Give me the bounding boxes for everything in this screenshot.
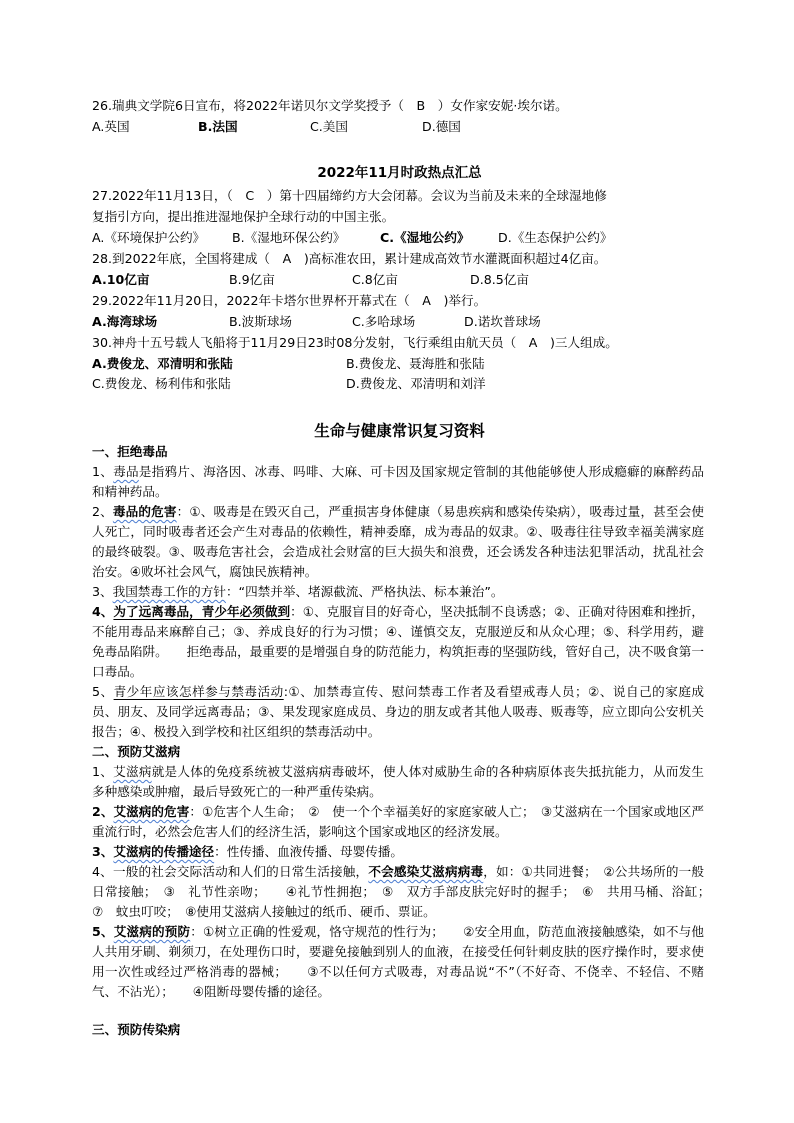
q27-option-d: D.《生态保护公约》 [498, 230, 613, 245]
section-2-text-1: 就是人体的免疫系统被艾滋病病毒破坏，使人体对威胁生命的各种病原体丧失抵抗能力，从而发生多种感染或肿瘤，最后导致死亡的一种严重传染病。 [92, 764, 705, 799]
q26-option-a: A.英国 [92, 119, 130, 134]
section-2-term-5: 艾滋病的预防 [113, 924, 191, 939]
section-1-text-1: 是指鸦片、海洛因、冰毒、吗啡、大麻、可卡因及国家规定管制的其他能够使人形成瘾癖的麻醉药品和精神药品。 [92, 464, 705, 499]
q26-question: 26.瑞典文学院6日宣布，将2022年诺贝尔文学奖授予（ B ）女作家安妮·埃尔诺。 [92, 98, 568, 113]
section-1-term-3: 我国禁毒工作的方针 [112, 584, 226, 599]
q28-question: 28.到2022年底，全国将建成（ A )高标准农田，累计建成高效节水灌溉面积超过4亿亩。 [92, 251, 607, 266]
q30-option-a: A.费俊龙、邓清明和张陆 [92, 356, 233, 371]
q27-line-1: 27.2022年11月13日，（ C ）第十四届缔约方大会闭幕。会议为当前及未来的全球湿地修 [92, 188, 607, 203]
q27-line-2: 复指引方向，提出推进湿地保护全球行动的中国主张。 [92, 209, 395, 224]
section-1-text-5: :①、加禁毒宣传、慰问禁毒工作者及看望戒毒人员；②、说自己的家庭成员、朋友、及同学远离毒品；③、果发现家庭成员、身边的朋友或者其他人吸毒、贩毒等，应立即向公安机关报告；④、极投入到学校和社区组织的禁毒活动中。 [92, 684, 705, 739]
section-2-text-5: ：①树立正确的性爱观，恪守规范的性行为； ②安全用血，防范血液接触感染，如不与他人共用牙刷、剃须刀，在处理伤口时，要避免接触到别人的血液，在接受任何针刺皮肤的医疗操作时，要求使用一次性或经过严格消毒的器械； ③不以任何方式吸毒，对毒品说“不”（不好奇、不侥幸、不轻信、不赌气、不沾光）； ④阻断母婴传播的途径。 [92, 924, 705, 999]
section-2-paragraph-5: 5、艾滋病的预防：①树立正确的性爱观，恪守规范的性行为； ②安全用血，防范血液接触感染，如不与他人共用牙刷、剃须刀，在处理伤口时，要避免接触到别人的血液，在接受任何针刺皮肤的医疗操作时，要求使用一次性或经过严格消毒的器械； ③不以任何方式吸毒，对毒品说“不”（不好奇、不侥幸、不轻信、不赌气、不沾光）； ④阻断母婴传播的途径。 [92, 924, 705, 999]
section-1-text-4: ：①、克服盲目的好奇心，坚决抵制不良诱惑；②、正确对待困难和挫折，不能用毒品来麻醉自己；③、养成良好的行为习惯；④、谨慎交友，克服逆反和从众心理；⑤、科学用药，避免毒品陷阱。 拒绝毒品，最重要的是增强自身的防范能力，构筑拒毒的坚强防线，管好自己，决不吸食第一口毒品。 [92, 604, 704, 679]
q29-option-a: A.海湾球场 [92, 314, 158, 329]
section-1-heading: 一、拒绝毒品 [92, 444, 168, 459]
section-2-paragraph-2: 2、艾滋病的危害：①危害个人生命； ② 使一个个幸福美好的家庭家破人亡； ③艾滋病在一个国家或地区严重流行时，必然会危害人们的经济生活，影响这个国家或地区的经济发展。 [92, 804, 704, 839]
politics-title: 2022年11月时政热点汇总 [317, 165, 482, 181]
section-2-term-4: 不会感染艾滋病病毒 [368, 864, 484, 879]
section-2-term-2: 艾滋病的危害 [113, 804, 190, 819]
section-2-text-4a: 4、一般的社会交际活动和人们的日常生活接触， [92, 864, 369, 879]
section-2-term-1: 艾滋病 [113, 764, 152, 779]
q28-option-a: A.10亿亩 [92, 272, 150, 287]
section-2-term-3: 艾滋病的传播途径 [113, 844, 215, 859]
section-2-text-4: ，如：①共同进餐； ②公共场所的一般日常接触； ③ 礼节性亲吻； ④礼节性拥抱； ⑤ 双方手部皮肤完好时的握手； ⑥ 共用马桶、浴缸； ⑦ 蚊虫叮咬； ⑧使用艾滋病人接触过的纸币、硬币、票证。 [92, 864, 717, 919]
section-2-heading: 二、预防艾滋病 [92, 744, 181, 759]
section-2-paragraph-1: 1、艾滋病就是人体的免疫系统被艾滋病病毒破坏，使人体对威胁生命的各种病原体丧失抵抗能力，从而发生多种感染或肿瘤，最后导致死亡的一种严重传染病。 [92, 764, 705, 799]
q30-option-b: B.费俊龙、聂海胜和张陆 [346, 356, 485, 371]
section-2-text-2: ：①危害个人生命； ② 使一个个幸福美好的家庭家破人亡； ③艾滋病在一个国家或地区严重流行时，必然会危害人们的经济生活，影响这个国家或地区的经济发展。 [92, 804, 704, 839]
section-1-paragraph-4: 4、为了远离毒品，青少年必须做到：①、克服盲目的好奇心，坚决抵制不良诱惑；②、正确对待困难和挫折，不能用毒品来麻醉自己；③、养成良好的行为习惯；④、谨慎交友，克服逆反和从众心理；⑤、科学用药，避免毒品陷阱。 拒绝毒品，最重要的是增强自身的防范能力，构筑拒毒的坚强防线，管好自己，决不吸食第一口毒品。 [92, 604, 704, 679]
section-2-paragraph-4 [92, 862, 717, 922]
q26-option-d: D.德国 [422, 119, 461, 134]
q29-option-b: B.波斯球场 [229, 314, 293, 329]
q27-option-b: B.《湿地环保公约》 [232, 230, 346, 245]
q30-question: 30.神舟十五号载人飞船将于11月29日23时08分发射，飞行乘组由航天员（ A )三人组成。 [92, 335, 618, 350]
section-1-text-2: ：①、吸毒是在毁灭自己，严重损害身体健康（易患疾病和感染传染病），吸毒过量，甚至会使人死亡，同时吸毒者还会产生对毒品的依赖性，精神委靡，成为毒品的奴隶。②、吸毒往往导致幸福美满家庭的最终破裂。③、吸毒危害社会，会造成社会财富的巨大损失和浪费，还会诱发各种违法犯罪活动，扰乱社会治安。④败坏社会风气，腐蚀民族精神。 [92, 504, 705, 579]
q29-option-c: C.多哈球场 [352, 314, 416, 329]
q30-option-d: D.费俊龙、邓清明和刘洋 [346, 376, 486, 391]
q26-option-b: B.法国 [198, 119, 238, 134]
health-title: 生命与健康常识复习资料 [314, 422, 485, 440]
section-2-paragraph-3: 3、艾滋病的传播途径：性传播、血液传播、母婴传播。 [92, 844, 404, 859]
section-3-heading: 三、预防传染病 [92, 1022, 181, 1037]
q26-option-c: C.美国 [310, 119, 348, 134]
section-1-paragraph-5: 5、青少年应该怎样参与禁毒活动:①、加禁毒宣传、慰问禁毒工作者及看望戒毒人员；②、说自己的家庭成员、朋友、及同学远离毒品；③、果发现家庭成员、身边的朋友或者其他人吸毒、贩毒等，应立即向公安机关报告；④、极投入到学校和社区组织的禁毒活动中。 [92, 684, 705, 739]
section-1-term-5: 青少年应该怎样参与禁毒活动 [113, 684, 284, 699]
q28-option-d: D.8.5亿亩 [470, 272, 529, 287]
q27-option-c: C.《湿地公约》 [380, 230, 470, 245]
section-1-text-3: ：“四禁并举、堵源截流、严格执法、标本兼治”。 [225, 584, 504, 599]
section-1-term-1: 毒品 [113, 464, 139, 479]
q27-option-a: A.《环境保护公约》 [92, 230, 206, 245]
q29-question: 29.2022年11月20日，2022年卡塔尔世界杯开幕式在（ A )举行。 [92, 293, 487, 308]
q28-option-b: B.9亿亩 [229, 272, 275, 287]
q28-option-c: C.8亿亩 [352, 272, 398, 287]
q30-option-c: C.费俊龙、杨利伟和张陆 [92, 376, 231, 391]
section-1-term-4: 为了远离毒品，青少年必须做到 [113, 604, 291, 619]
section-2-text-3: ：性传播、血液传播、母婴传播。 [214, 844, 404, 859]
section-1-paragraph-2: 2、毒品的危害：①、吸毒是在毁灭自己，严重损害身体健康（易患疾病和感染传染病），吸毒过量，甚至会使人死亡，同时吸毒者还会产生对毒品的依赖性，精神委靡，成为毒品的奴隶。②、吸毒往往导致幸福美满家庭的最终破裂。③、吸毒危害社会，会造成社会财富的巨大损失和浪费，还会诱发各种违法犯罪活动，扰乱社会治安。④败坏社会风气，腐蚀民族精神。 [92, 504, 705, 579]
section-1-paragraph-3: 3、我国禁毒工作的方针：“四禁并举、堵源截流、严格执法、标本兼治”。 [92, 584, 504, 599]
section-1-term-2: 毒品的危害 [112, 504, 177, 519]
q29-option-d: D.诺坎普球场 [464, 314, 541, 329]
section-1-paragraph-1: 1、毒品是指鸦片、海洛因、冰毒、吗啡、大麻、可卡因及国家规定管制的其他能够使人形成瘾癖的麻醉药品和精神药品。 [92, 464, 705, 499]
